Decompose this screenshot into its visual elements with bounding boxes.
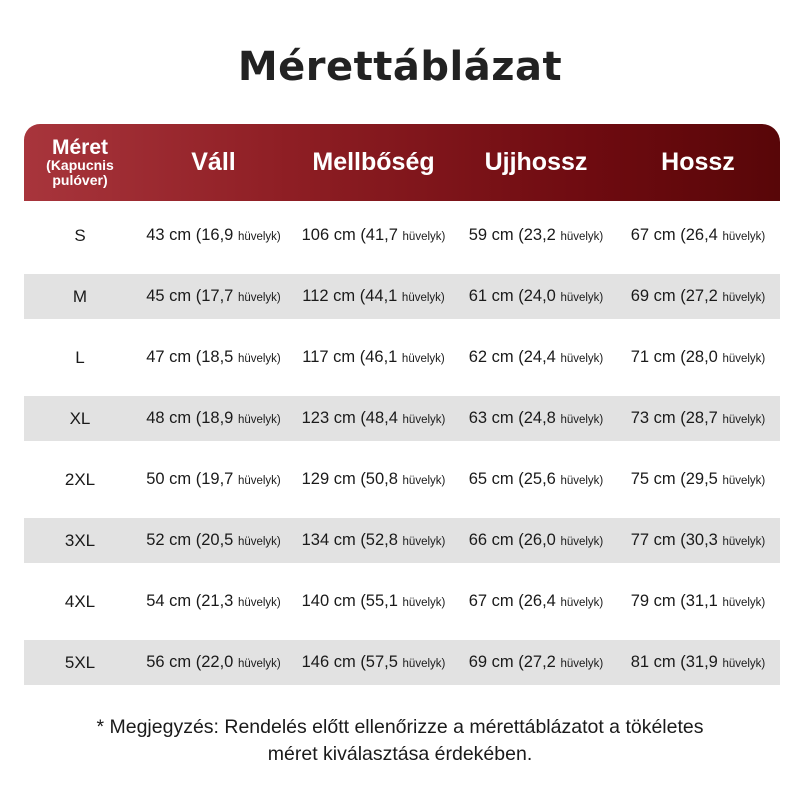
measure-cell-mell bbox=[291, 653, 456, 672]
table-row bbox=[24, 518, 780, 563]
table-row bbox=[24, 640, 780, 685]
measure-unit: hüvelyk) bbox=[237, 231, 281, 243]
measure-unit: hüvelyk) bbox=[722, 597, 766, 609]
table-row bbox=[24, 457, 780, 502]
measure-unit: hüvelyk) bbox=[560, 353, 604, 365]
measure-cell-ujj bbox=[456, 287, 616, 306]
measure-cell-vall bbox=[136, 653, 291, 672]
measure-value: 81 cm (31,9 bbox=[630, 653, 718, 671]
measure-unit: hüvelyk) bbox=[722, 231, 766, 243]
measure-cell-vall bbox=[136, 592, 291, 611]
measure-cell-ujj bbox=[456, 531, 616, 550]
size-table bbox=[24, 124, 780, 685]
measure-value: 112 cm (44,1 bbox=[302, 287, 398, 305]
table-row bbox=[24, 396, 780, 441]
measure-value: 73 cm (28,7 bbox=[630, 409, 718, 427]
measure-unit: hüvelyk) bbox=[722, 658, 766, 670]
measure-unit: hüvelyk) bbox=[237, 475, 281, 487]
table-body bbox=[24, 213, 780, 685]
measure-unit: hüvelyk) bbox=[237, 536, 281, 548]
measure-value: 62 cm (24,4 bbox=[468, 348, 556, 366]
header-size bbox=[24, 137, 136, 189]
measure-cell-hossz bbox=[616, 592, 780, 611]
measure-value: 47 cm (18,5 bbox=[146, 348, 234, 366]
measure-cell-mell bbox=[291, 226, 456, 245]
measure-cell-hossz bbox=[616, 531, 780, 550]
header-sleeve: Ujjhossz bbox=[484, 148, 588, 176]
measure-value: 71 cm (28,0 bbox=[630, 348, 718, 366]
measure-cell-vall bbox=[136, 226, 291, 245]
footnote-line-2: méret kiválasztása érdekében. bbox=[267, 743, 533, 765]
measure-unit: hüvelyk) bbox=[402, 597, 446, 609]
measure-unit: hüvelyk) bbox=[560, 292, 604, 304]
measure-unit: hüvelyk) bbox=[402, 414, 446, 426]
measure-value: 79 cm (31,1 bbox=[630, 592, 718, 610]
measure-value: 66 cm (26,0 bbox=[468, 531, 556, 549]
measure-unit: hüvelyk) bbox=[401, 292, 445, 304]
measure-value: 65 cm (25,6 bbox=[468, 470, 556, 488]
measure-unit: hüvelyk) bbox=[560, 475, 604, 487]
measure-cell-hossz bbox=[616, 409, 780, 428]
measure-cell-mell bbox=[291, 287, 456, 306]
measure-value: 54 cm (21,3 bbox=[146, 592, 234, 610]
measure-unit: hüvelyk) bbox=[722, 353, 766, 365]
measure-unit: hüvelyk) bbox=[722, 536, 766, 548]
measure-value: 67 cm (26,4 bbox=[630, 226, 718, 244]
header-size-sub-1: (Kapucnis bbox=[46, 156, 114, 173]
measure-cell-ujj bbox=[456, 592, 616, 611]
measure-value: 77 cm (30,3 bbox=[630, 531, 718, 549]
table-row bbox=[24, 213, 780, 258]
measure-unit: hüvelyk) bbox=[402, 536, 446, 548]
table-header bbox=[24, 124, 780, 201]
measure-unit: hüvelyk) bbox=[401, 353, 445, 365]
measure-unit: hüvelyk) bbox=[560, 231, 604, 243]
size-cell: 3XL bbox=[64, 530, 96, 550]
size-cell: S bbox=[74, 225, 86, 245]
header-length: Hossz bbox=[661, 148, 735, 176]
measure-value: 140 cm (55,1 bbox=[301, 592, 398, 610]
measure-unit: hüvelyk) bbox=[237, 658, 281, 670]
measure-value: 59 cm (23,2 bbox=[468, 226, 556, 244]
measure-value: 134 cm (52,8 bbox=[301, 531, 398, 549]
size-cell: 2XL bbox=[64, 469, 96, 489]
measure-value: 63 cm (24,8 bbox=[468, 409, 556, 427]
size-cell: 4XL bbox=[64, 591, 96, 611]
measure-cell-vall bbox=[136, 409, 291, 428]
measure-unit: hüvelyk) bbox=[560, 414, 604, 426]
measure-unit: hüvelyk) bbox=[237, 414, 281, 426]
size-cell: M bbox=[72, 286, 88, 306]
header-chest: Mellbőség bbox=[312, 148, 435, 176]
measure-cell-mell bbox=[291, 470, 456, 489]
size-cell: 5XL bbox=[64, 652, 96, 672]
measure-unit: hüvelyk) bbox=[722, 475, 766, 487]
measure-cell-vall bbox=[136, 470, 291, 489]
measure-value: 146 cm (57,5 bbox=[301, 653, 398, 671]
measure-cell-ujj bbox=[456, 348, 616, 367]
measure-cell-mell bbox=[291, 592, 456, 611]
measure-unit: hüvelyk) bbox=[237, 597, 281, 609]
measure-cell-ujj bbox=[456, 226, 616, 245]
measure-cell-mell bbox=[291, 348, 456, 367]
measure-cell-vall bbox=[136, 348, 291, 367]
measure-unit: hüvelyk) bbox=[402, 658, 446, 670]
measure-value: 50 cm (19,7 bbox=[146, 470, 234, 488]
measure-unit: hüvelyk) bbox=[722, 414, 766, 426]
measure-cell-hossz bbox=[616, 348, 780, 367]
measure-value: 43 cm (16,9 bbox=[146, 226, 234, 244]
measure-cell-vall bbox=[136, 531, 291, 550]
measure-value: 69 cm (27,2 bbox=[630, 287, 718, 305]
measure-cell-vall bbox=[136, 287, 291, 306]
measure-unit: hüvelyk) bbox=[237, 353, 281, 365]
footnote bbox=[0, 714, 800, 768]
table-row bbox=[24, 335, 780, 380]
measure-unit: hüvelyk) bbox=[237, 292, 281, 304]
measure-value: 117 cm (46,1 bbox=[302, 348, 398, 366]
measure-value: 45 cm (17,7 bbox=[146, 287, 234, 305]
header-shoulder: Váll bbox=[191, 148, 236, 176]
size-cell: L bbox=[75, 347, 85, 367]
measure-value: 69 cm (27,2 bbox=[468, 653, 556, 671]
measure-cell-mell bbox=[291, 409, 456, 428]
page-title: Mérettáblázat bbox=[237, 44, 563, 90]
table-row bbox=[24, 579, 780, 624]
measure-unit: hüvelyk) bbox=[402, 475, 446, 487]
measure-cell-ujj bbox=[456, 470, 616, 489]
measure-value: 56 cm (22,0 bbox=[146, 653, 234, 671]
measure-value: 48 cm (18,9 bbox=[146, 409, 234, 427]
measure-unit: hüvelyk) bbox=[560, 536, 604, 548]
measure-cell-hossz bbox=[616, 653, 780, 672]
measure-unit: hüvelyk) bbox=[560, 658, 604, 670]
size-cell: XL bbox=[69, 408, 91, 428]
measure-value: 129 cm (50,8 bbox=[301, 470, 398, 488]
measure-unit: hüvelyk) bbox=[722, 292, 766, 304]
measure-cell-ujj bbox=[456, 409, 616, 428]
measure-value: 123 cm (48,4 bbox=[301, 409, 398, 427]
measure-cell-mell bbox=[291, 531, 456, 550]
measure-unit: hüvelyk) bbox=[560, 597, 604, 609]
header-size-label: Méret bbox=[51, 135, 109, 159]
measure-cell-hossz bbox=[616, 470, 780, 489]
measure-value: 61 cm (24,0 bbox=[468, 287, 556, 305]
footnote-line-1: * Megjegyzés: Rendelés előtt ellenőrizze a mérettáblázatot a tökéletes bbox=[96, 716, 704, 738]
measure-unit: hüvelyk) bbox=[402, 231, 446, 243]
header-size-sub-2: pulóver) bbox=[52, 172, 108, 188]
measure-cell-ujj bbox=[456, 653, 616, 672]
measure-value: 67 cm (26,4 bbox=[468, 592, 556, 610]
table-row bbox=[24, 274, 780, 319]
measure-cell-hossz bbox=[616, 226, 780, 245]
measure-cell-hossz bbox=[616, 287, 780, 306]
measure-value: 75 cm (29,5 bbox=[630, 470, 718, 488]
measure-value: 52 cm (20,5 bbox=[146, 531, 234, 549]
measure-value: 106 cm (41,7 bbox=[301, 226, 398, 244]
